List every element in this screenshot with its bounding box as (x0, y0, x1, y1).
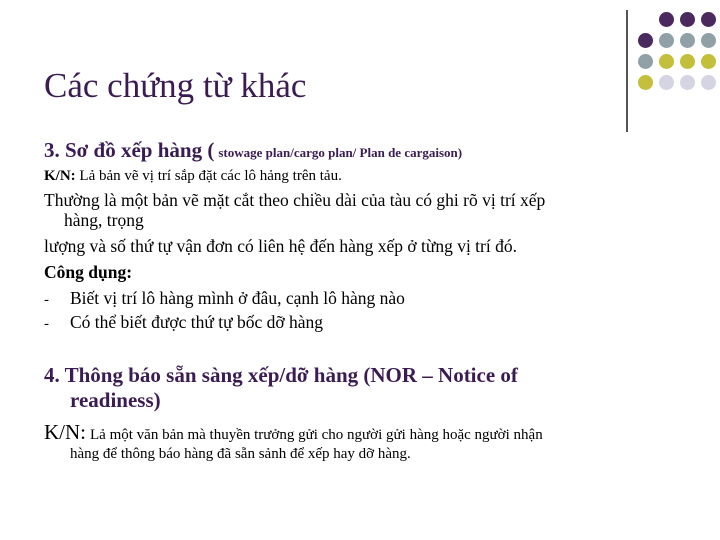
decor-dot (680, 12, 695, 27)
bullet-marker: - (44, 316, 49, 332)
decor-dot (701, 54, 716, 69)
bullet-item: Có thể biết được thứ tự bốc dỡ hàng (70, 312, 324, 332)
bullet-item: Biết vị trí lô hàng mình ở đâu, cạnh lô hàng nào (70, 288, 405, 308)
bullet-marker: - (44, 292, 49, 308)
decor-dot (638, 54, 653, 69)
section4-definition (44, 420, 543, 445)
section4-heading-line2: readiness) (70, 388, 161, 412)
section3-kn-text: Lả bản vẽ vị trí sắp đặt các lô hảng trên tảu. (79, 168, 342, 184)
section3-heading-small: stowage plan/cargo plan/ Plan de cargaison) (218, 145, 463, 160)
section4-kn-text-line1: Lả một văn bản mà thuyền trưởng gửi cho người gửi hàng hoặc người nhận (90, 427, 543, 443)
slide-title: Các chứng từ khác (44, 66, 307, 105)
section3-paragraph-line1: Thường là một bản vẽ mặt cắt theo chiều dài của tàu có ghi rõ vị trí xếp (44, 190, 546, 210)
section4-kn-label: K/N: (44, 420, 86, 444)
section3-definition (44, 168, 342, 185)
decor-dot (659, 33, 674, 48)
section4-kn-text-line2: hàng để thông báo hàng đã sẵn sảnh để xếp hay dỡ hàng. (70, 446, 411, 462)
decor-dot (701, 33, 716, 48)
dot-grid-icon (638, 12, 720, 116)
decor-dot (701, 75, 716, 90)
decor-dot (638, 33, 653, 48)
decor-dot (701, 12, 716, 27)
section4-heading-line1: 4. Thông báo sẵn sàng xếp/dỡ hàng (NOR – Notice of (44, 363, 518, 387)
decor-dot (659, 75, 674, 90)
section3-paragraph-line3: lượng và số thứ tự vận đơn có liên hệ đến hàng xếp ở từng vị trí đó. (44, 236, 517, 256)
section3-heading: 3. Sơ đồ xếp hàng ( (44, 138, 215, 162)
section3-kn-label: K/N: (44, 168, 76, 184)
decor-dot (680, 75, 695, 90)
decor-dot (638, 75, 653, 90)
decor-dot (659, 54, 674, 69)
section3-heading-line (44, 138, 462, 163)
section3-paragraph-line2: hàng, trọng (64, 210, 144, 230)
section3-usage-label: Công dụng: (44, 262, 133, 282)
divider-line (626, 10, 628, 132)
decor-dot (659, 12, 674, 27)
decor-dot (680, 54, 695, 69)
decor-dot (680, 33, 695, 48)
